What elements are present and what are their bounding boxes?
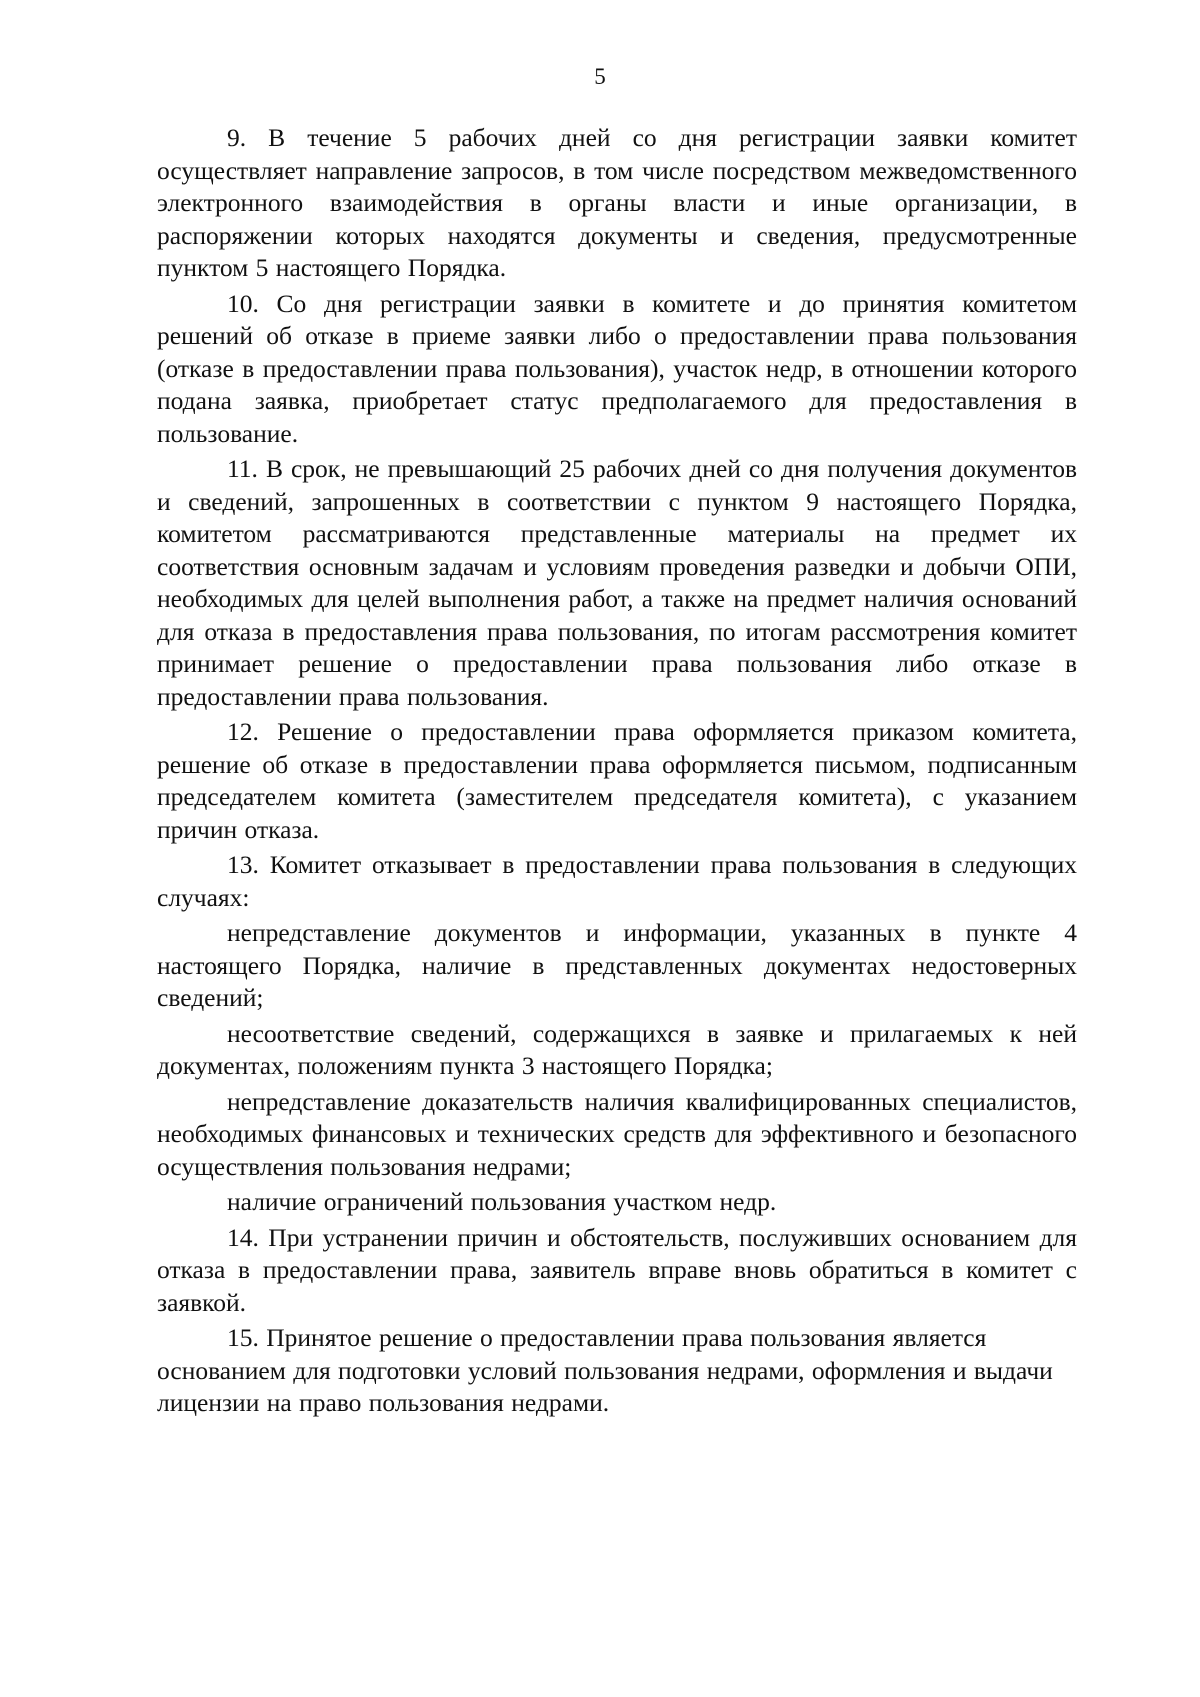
paragraph-12: 12. Решение о предоставлении права оформляется приказом комитета, решение об отказе в предоставлении права оформляется письмом, подписанным председателем комитета (заместителем председателя комитета), с указанием причин отказа.: [157, 717, 1077, 844]
refusal-case-4: наличие ограничений пользования участком недр.: [227, 1187, 777, 1216]
paragraph-10: 10. Со дня регистрации заявки в комитете и до принятия комитетом решений об отказе в приеме заявки либо о предоставлении права пользования (отказе в предоставлении права пользования), участок недр, в отношении которого подана заявка, приобретает статус предполагаемого для предоставления в пользование.: [157, 288, 1077, 448]
page-number: 5: [594, 64, 606, 89]
paragraph-13: 13. Комитет отказывает в предоставлении права пользования в следующих случаях:: [157, 850, 1077, 912]
paragraph-11: 11. В срок, не превышающий 25 рабочих дней со дня получения документов и сведений, запрошенных в соответствии с пунктом 9 настоящего Порядка, комитетом рассматриваются представленные материалы на предмет их соответствия основным задачам и условиям проведения разведки и добычи ОПИ, необходимых для целей выполнения работ, а также на предмет наличия оснований для отказа в предоставления права пользования, по итогам рассмотрения комитет принимает решение о предоставлении права пользования либо отказе в предоставлении права пользования.: [157, 454, 1077, 711]
paragraph-15: 15. Принятое решение о предоставлении права пользования является основанием для подготовки условий пользования недрами, оформления и выдачи лицензии на право пользования недрами.: [157, 1323, 1053, 1417]
refusal-case-2: несоответствие сведений, содержащихся в заявке и прилагаемых к ней документах, положениям пункта 3 настоящего Порядка;: [157, 1018, 1077, 1080]
refusal-case-3: непредставление доказательств наличия квалифицированных специалистов, необходимых финансовых и технических средств для эффективного и безопасного осуществления пользования недрами;: [157, 1086, 1077, 1181]
paragraph-14: 14. При устранении причин и обстоятельств, послуживших основанием для отказа в предоставлении права, заявитель вправе вновь обратиться в комитет с заявкой.: [157, 1222, 1077, 1317]
document-body: [157, 122, 1077, 1423]
refusal-case-1: непредставление документов и информации, указанных в пункте 4 настоящего Порядка, наличие в представленных документах недостоверных сведений;: [157, 918, 1077, 1012]
paragraph-9: 9. В течение 5 рабочих дней со дня регистрации заявки комитет осуществляет направление запросов, в том числе посредством межведомственного электронного взаимодействия в органы власти и иные организации, в распоряжении которых находятся документы и сведения, предусмотренные пунктом 5 настоящего Порядка.: [157, 123, 1077, 282]
